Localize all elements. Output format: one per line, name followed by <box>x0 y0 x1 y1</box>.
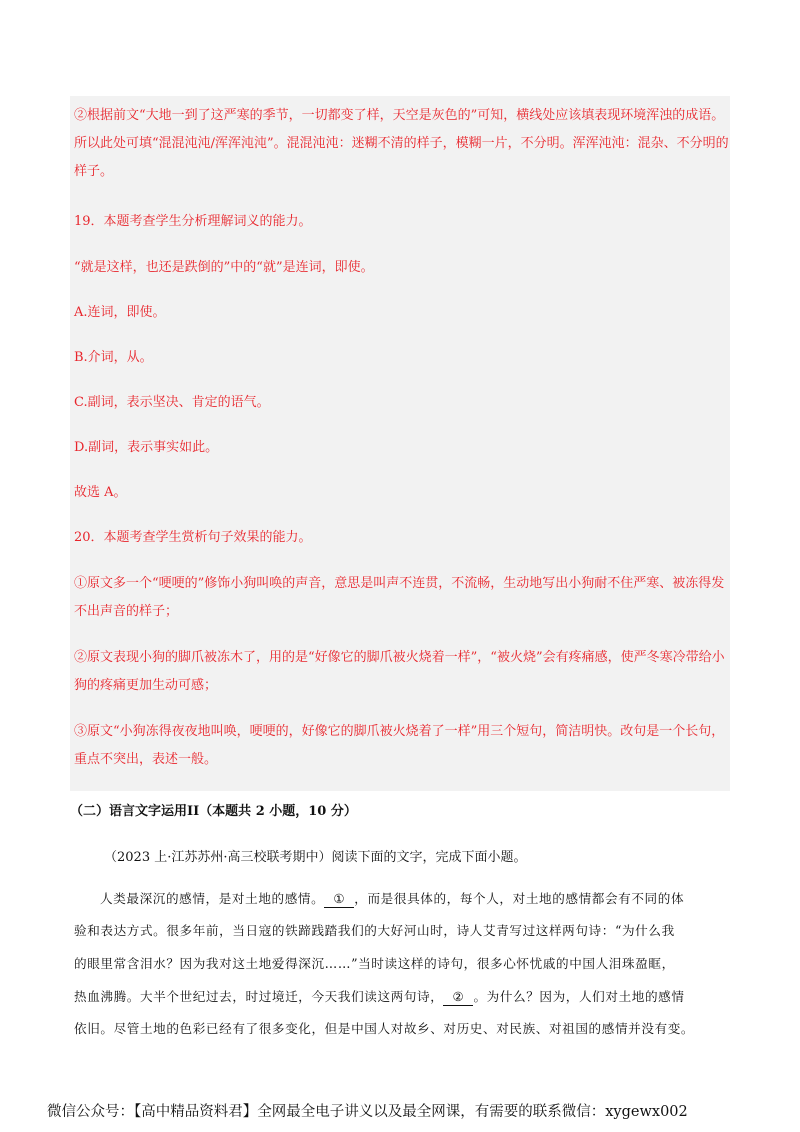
passage-line-1 <box>100 888 684 908</box>
question-20-point-1: ①原文多一个“哽哽的”修饰小狗叫唤的声音，意思是叫声不连贯，不流畅，生动地写出小狗耐不住严寒、被冻得发不出声音的样子； <box>74 576 725 619</box>
question-20-point-3: ③原文“小狗冻得夜夜地叫唤，哽哽的，好像它的脚爪被火烧着了一样”用三个短句，简洁明快。改句是一个长句，重点不突出，表述一般。 <box>74 724 725 767</box>
passage-line-1-pre: 人类最深沉的感情，是对土地的感情。 <box>100 891 325 906</box>
passage-line-2: 验和表达方式。很多年前，当日寇的铁蹄践踏我们的大好河山时，诗人艾青写过这样两句诗：“为什么我 <box>74 923 675 938</box>
question-19-answer: 故选 A。 <box>74 485 127 500</box>
question-19-option-d: D.副词，表示事实如此。 <box>74 440 219 455</box>
passage-line-5: 依旧。尽管土地的色彩已经有了很多变化，但是中国人对故乡、对历史、对民族、对祖国的感情并没有变。 <box>74 1021 695 1036</box>
passage-line-4 <box>74 986 685 1006</box>
question-20-heading: 20．本题考查学生赏析句子效果的能力。 <box>74 530 312 545</box>
question-19-heading: 19．本题考查学生分析理解词义的能力。 <box>74 214 312 229</box>
question-20-point-2: ②原文表现小狗的脚爪被冻木了，用的是“好像它的脚爪被火烧着一样”，“被火烧”会有疼痛感，使严冬寒冷带给小狗的疼痛更加生动可感； <box>74 650 725 693</box>
question-19-stem: “就是这样，也还是跌倒的”中的“就”是连词，即使。 <box>74 260 374 275</box>
blank-2: ② <box>443 989 473 1006</box>
section-title: （二）语言文字运用II（本题共 2 小题，10 分） <box>70 804 357 819</box>
passage-line-4-post: 。为什么？因为，人们对土地的感情 <box>473 989 685 1004</box>
passage-line-3: 的眼里常含泪水？因为我对这土地爱得深沉……”当时读这样的诗句，很多心怀忧戚的中国人泪珠盈眶， <box>74 956 675 971</box>
footer-watermark: 微信公众号：【高中精品资料君】全网最全电子讲义以及最全网课，有需要的联系微信：xygewx002 <box>47 1104 688 1120</box>
answer-18-2: ②根据前文“大地一到了这严寒的季节，一切都变了样，天空是灰色的”可知，横线处应该填表现环境浑浊的成语。所以此处可填“混混沌沌/浑浑沌沌”。混混沌沌：迷糊不清的样子，模糊一片，不分明。浑浑沌沌：混杂、不分明的样子。 <box>74 108 729 179</box>
question-19-option-a: A.连词，即使。 <box>74 305 166 320</box>
source-note: （2023 上·江苏苏州·高三校联考期中）阅读下面的文字，完成下面小题。 <box>104 850 527 865</box>
blank-1: ① <box>324 891 354 908</box>
question-19-option-b: B.介词，从。 <box>74 350 153 365</box>
passage-line-4-pre: 热血沸腾。大半个世纪过去，时过境迁，今天我们读这两句诗， <box>74 989 444 1004</box>
passage-line-1-post: ，而是很具体的，每个人，对土地的感情都会有不同的体 <box>354 891 685 906</box>
question-19-option-c: C.副词，表示坚决、肯定的语气。 <box>74 395 270 410</box>
